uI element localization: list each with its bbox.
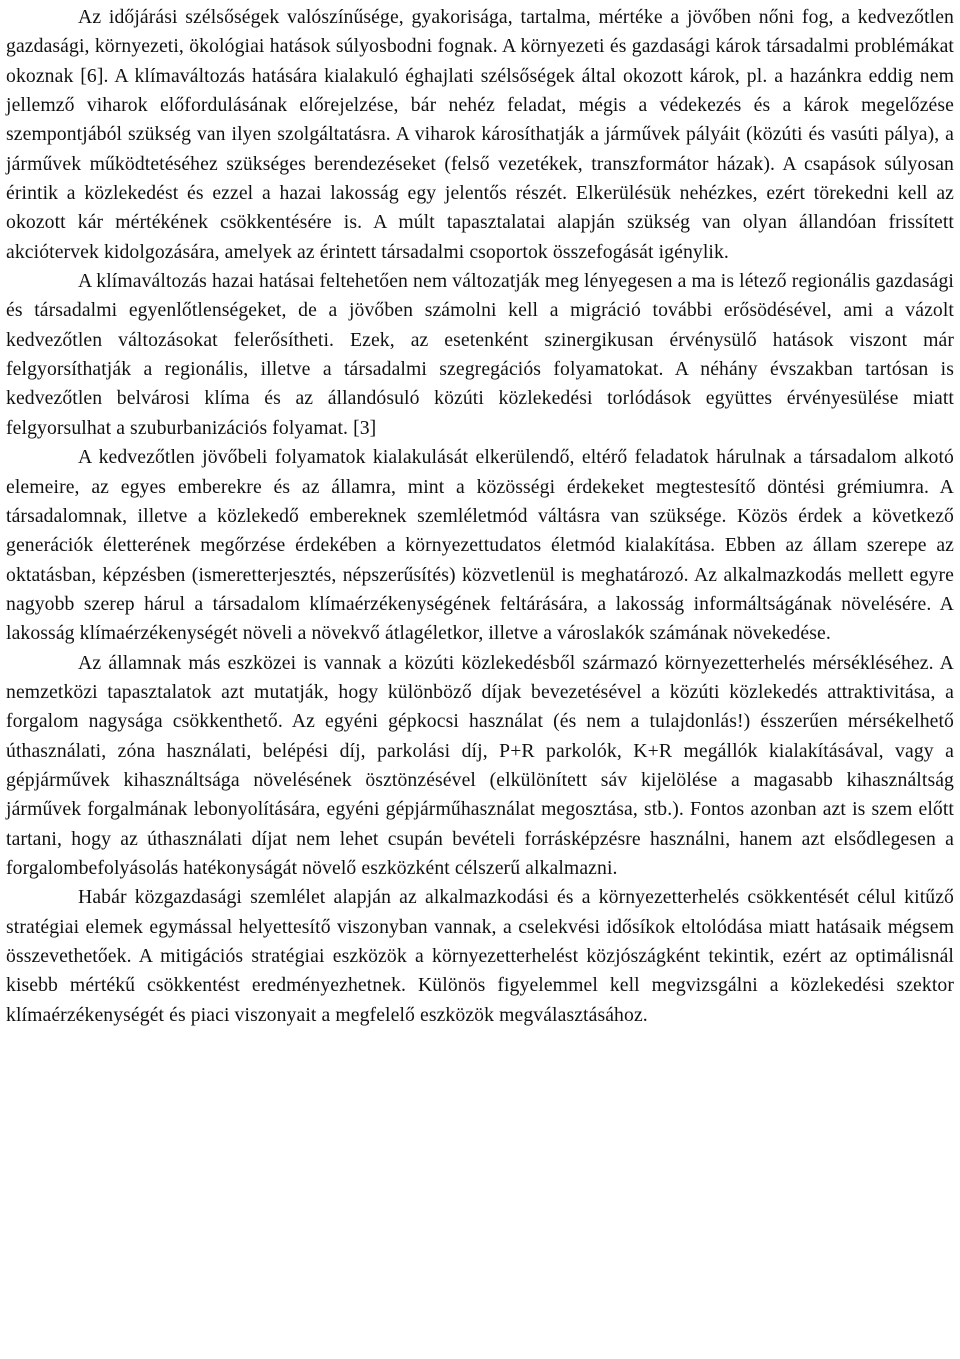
paragraph-mitigation-strategy: Habár közgazdasági szemlélet alapján az alkalmazkodási és a környezetterhelés csökkentését célul kitűző stratégiai elemek egymással helyettesítő viszonyban vannak, a cselekvési idősíkok eltolódása miatt hatásaik mégsem összevethetőek. A mitigációs stratégiai eszközök a környezetterhelést közjószágként tekintik, ezért az optimálisnál kisebb mértékű csökkentést eredményezhetnek. Különös figyelemmel kell megvizsgálni a közlekedési szektor klímaérzékenységét és piaci viszonyait a megfelelő eszközök megválasztásához. (6, 886, 954, 1026)
paragraph-regional-impacts: A klímaváltozás hazai hatásai feltehetően nem változatják meg lényegesen a ma is létező regionális gazdasági és társadalmi egyenlőtlenségeket, de a jövőben számolni kell a migráció további erősödésével, ami a vázolt kedvezőtlen változásokat felerősítheti. Ezek, az esetenként szinergikusan érvénysülő hatások viszont már felgyorsíthatják a regionális, illetve a társadalmi szegregációs folyamatokat. A néhány évszakban tartósan is kedvezőtlen belvárosi klíma és az állandósuló közúti közlekedési torlódások együttes érvényesülése miatt felgyorsulhat a szuburbanizációs folyamat. [3] (6, 270, 954, 439)
paragraph-weather-extremes: Az időjárási szélsőségek valószínűsége, gyakorisága, tartalma, mértéke a jövőben nőni fog, a kedvezőtlen gazdasági, környezeti, ökológiai hatások súlyosbodni fognak. A környezeti és gazdasági károk társadalmi problémákat okoznak [6]. A klímaváltozás hatására kialakuló éghajlati szélsőségek által okozott károk, pl. a hazánkra eddig nem jellemző viharok előfordulásának előrejelzése, bár nehéz feladat, mégis a védekezés és a károk megelőzése szempontjából szükség van ilyen szolgáltatásra. A viharok károsíthatják a járművek pályáit (közúti és vasúti pálya), a járművek működtetéséhez szükséges berendezéseket (felső vezetékek, transzformátor házak). A csapások súlyosan érintik a közlekedést és ezzel a hazai lakosság egy jelentős részét. Elkerülésük nehézkes, ezért törekedni kell az okozott kár mértékének csökkentésére is. A múlt tapasztalatai alapján szükség van olyan állandóan frissített akciótervek kidolgozására, amelyek az érintett társadalmi csoportok összefogását igénylik. (6, 6, 954, 263)
paragraph-social-tasks: A kedvezőtlen jövőbeli folyamatok kialakulását elkerülendő, eltérő feladatok hárulnak a társadalom alkotó elemeire, az egyes emberekre és az államra, mint a közösségi érdekeket megtestesítő döntési grémiumra. A társadalomnak, illetve a közlekedő embereknek szemléletmód váltásra van szüksége. Közös érdek a következő generációk életterének megőrzése érdekében a környezettudatos életmód kialakítása. Ebben az állam szerepe az oktatásban, képzésben (ismeretterjesztés, népszerűsítés) közvetlenül is meghatározó. Az alkalmazkodás mellett egyre nagyobb szerep hárul a társadalom klímaérzékenységének feltárására, a lakosság informáltságának növelésére. A lakosság klímaérzékenységét növeli a növekvő átlagéletkor, illetve a városlakók számának növekedése. (6, 446, 954, 645)
paragraph-state-tools: Az államnak más eszközei is vannak a közúti közlekedésből származó környezetterhelés mérsékléséhez. A nemzetközi tapasztalatok azt mutatják, hogy különböző díjak bevezetésével a közúti közlekedés attraktivitása, a forgalom nagysága csökkenthető. Az egyéni gépkocsi használat (és nem a tulajdonlás!) ésszerűen mérsékelhető úthasználati, zóna használati, belépési díj, parkolási díj, P+R parkolók, K+R megállók kialakításával, vagy a gépjárművek kihasználtsága növelésének ösztönzésével (elkülönített sáv kijelölése a magasabb kihasználtság járművek forgalmának lebonyolítására, egyéni gépjárműhasználat megosztása, stb.). Fontos azonban azt is szem előtt tartani, hogy az úthasználati díjat nem lehet csupán bevételi forrásképzésre használni, hanem azt elsődlegesen a forgalombefolyásolás hatékonyságát növelő eszközként célszerű alkalmazni. (6, 651, 954, 879)
